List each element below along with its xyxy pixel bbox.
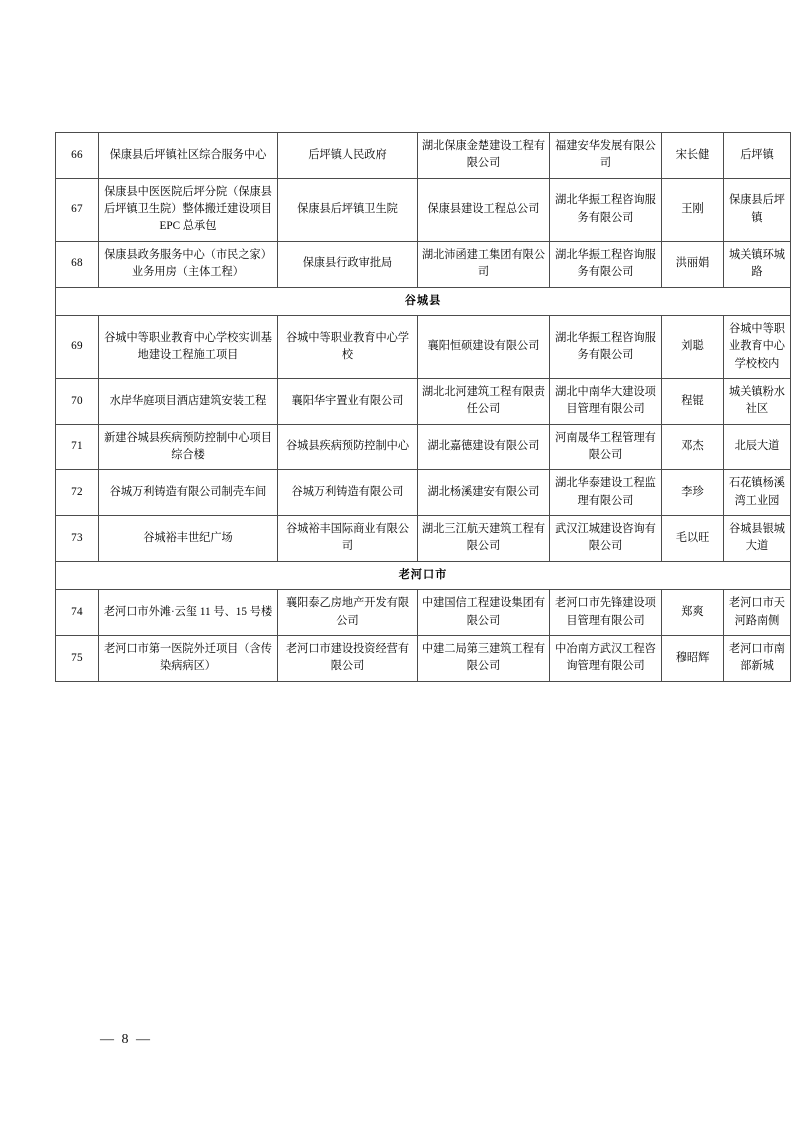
cell-index: 73 (56, 516, 99, 562)
cell-project-name: 新建谷城县疾病预防控制中心项目综合楼 (99, 424, 278, 470)
cell-location: 城关镇粉水社区 (724, 378, 791, 424)
table-row (56, 241, 791, 287)
project-registry-table-wrapper (55, 132, 785, 682)
cell-supervision-unit: 中冶南方武汉工程咨询管理有限公司 (550, 635, 662, 681)
cell-owner-unit: 谷城中等职业教育中心学校 (278, 315, 418, 378)
cell-construction-unit: 湖北保康金楚建设工程有限公司 (418, 133, 550, 179)
cell-person-in-charge: 程锟 (662, 378, 724, 424)
cell-project-name: 老河口市外滩·云玺 11 号、15 号楼 (99, 590, 278, 636)
cell-person-in-charge: 穆昭辉 (662, 635, 724, 681)
cell-person-in-charge: 宋长健 (662, 133, 724, 179)
cell-project-name: 保康县中医医院后坪分院（保康县后坪镇卫生院）整体搬迁建设项目 EPC 总承包 (99, 178, 278, 241)
table-row (56, 635, 791, 681)
cell-supervision-unit: 福建安华发展有限公司 (550, 133, 662, 179)
cell-index: 71 (56, 424, 99, 470)
cell-project-name: 保康县后坪镇社区综合服务中心 (99, 133, 278, 179)
cell-index: 74 (56, 590, 99, 636)
cell-construction-unit: 湖北沛函建工集团有限公司 (418, 241, 550, 287)
cell-location: 后坪镇 (724, 133, 791, 179)
cell-location: 北辰大道 (724, 424, 791, 470)
cell-owner-unit: 谷城县疾病预防控制中心 (278, 424, 418, 470)
cell-owner-unit: 襄阳泰乙房地产开发有限公司 (278, 590, 418, 636)
cell-owner-unit: 谷城裕丰国际商业有限公司 (278, 516, 418, 562)
cell-person-in-charge: 李珍 (662, 470, 724, 516)
table-row (56, 590, 791, 636)
table-section-header-row (56, 561, 791, 589)
cell-index: 69 (56, 315, 99, 378)
cell-supervision-unit: 老河口市先锋建设项目管理有限公司 (550, 590, 662, 636)
table-body (56, 133, 791, 682)
table-row (56, 378, 791, 424)
table-row (56, 516, 791, 562)
cell-construction-unit: 保康县建设工程总公司 (418, 178, 550, 241)
cell-person-in-charge: 王刚 (662, 178, 724, 241)
cell-index: 66 (56, 133, 99, 179)
cell-location: 老河口市南部新城 (724, 635, 791, 681)
cell-construction-unit: 湖北北河建筑工程有限责任公司 (418, 378, 550, 424)
cell-project-name: 谷城裕丰世纪广场 (99, 516, 278, 562)
cell-location: 谷城中等职业教育中心学校校内 (724, 315, 791, 378)
table-row (56, 178, 791, 241)
cell-construction-unit: 中建二局第三建筑工程有限公司 (418, 635, 550, 681)
cell-index: 75 (56, 635, 99, 681)
cell-index: 67 (56, 178, 99, 241)
cell-owner-unit: 襄阳华宇置业有限公司 (278, 378, 418, 424)
section-title: 谷城县 (56, 287, 791, 315)
cell-location: 城关镇环城路 (724, 241, 791, 287)
table-row (56, 424, 791, 470)
cell-owner-unit: 后坪镇人民政府 (278, 133, 418, 179)
cell-index: 68 (56, 241, 99, 287)
table-section-header-row (56, 287, 791, 315)
page-number: — 8 — (100, 1032, 152, 1047)
cell-project-name: 老河口市第一医院外迁项目（含传染病病区） (99, 635, 278, 681)
cell-owner-unit: 保康县行政审批局 (278, 241, 418, 287)
cell-construction-unit: 湖北杨溪建安有限公司 (418, 470, 550, 516)
cell-construction-unit: 湖北三江航天建筑工程有限公司 (418, 516, 550, 562)
cell-location: 谷城县银城大道 (724, 516, 791, 562)
table-row (56, 315, 791, 378)
cell-person-in-charge: 毛以旺 (662, 516, 724, 562)
cell-project-name: 谷城万利铸造有限公司制壳车间 (99, 470, 278, 516)
table-row (56, 470, 791, 516)
cell-supervision-unit: 湖北华振工程咨询服务有限公司 (550, 241, 662, 287)
cell-construction-unit: 湖北嘉德建设有限公司 (418, 424, 550, 470)
section-title: 老河口市 (56, 561, 791, 589)
cell-owner-unit: 谷城万利铸造有限公司 (278, 470, 418, 516)
cell-supervision-unit: 湖北中南华大建设项目管理有限公司 (550, 378, 662, 424)
cell-location: 老河口市天河路南侧 (724, 590, 791, 636)
cell-location: 石花镇杨溪湾工业园 (724, 470, 791, 516)
cell-index: 70 (56, 378, 99, 424)
cell-construction-unit: 中建国信工程建设集团有限公司 (418, 590, 550, 636)
cell-project-name: 谷城中等职业教育中心学校实训基地建设工程施工项目 (99, 315, 278, 378)
cell-supervision-unit: 武汉江城建设咨询有限公司 (550, 516, 662, 562)
project-registry-table (55, 132, 791, 682)
cell-project-name: 水岸华庭项目酒店建筑安装工程 (99, 378, 278, 424)
cell-location: 保康县后坪镇 (724, 178, 791, 241)
cell-owner-unit: 老河口市建设投资经营有限公司 (278, 635, 418, 681)
cell-index: 72 (56, 470, 99, 516)
cell-person-in-charge: 刘聪 (662, 315, 724, 378)
cell-project-name: 保康县政务服务中心（市民之家）业务用房（主体工程） (99, 241, 278, 287)
cell-owner-unit: 保康县后坪镇卫生院 (278, 178, 418, 241)
cell-person-in-charge: 郑爽 (662, 590, 724, 636)
cell-construction-unit: 襄阳恒硕建设有限公司 (418, 315, 550, 378)
cell-supervision-unit: 湖北华泰建设工程监理有限公司 (550, 470, 662, 516)
cell-person-in-charge: 洪丽娟 (662, 241, 724, 287)
cell-person-in-charge: 邓杰 (662, 424, 724, 470)
table-row (56, 133, 791, 179)
cell-supervision-unit: 河南晟华工程管理有限公司 (550, 424, 662, 470)
cell-supervision-unit: 湖北华振工程咨询服务有限公司 (550, 315, 662, 378)
cell-supervision-unit: 湖北华振工程咨询服务有限公司 (550, 178, 662, 241)
